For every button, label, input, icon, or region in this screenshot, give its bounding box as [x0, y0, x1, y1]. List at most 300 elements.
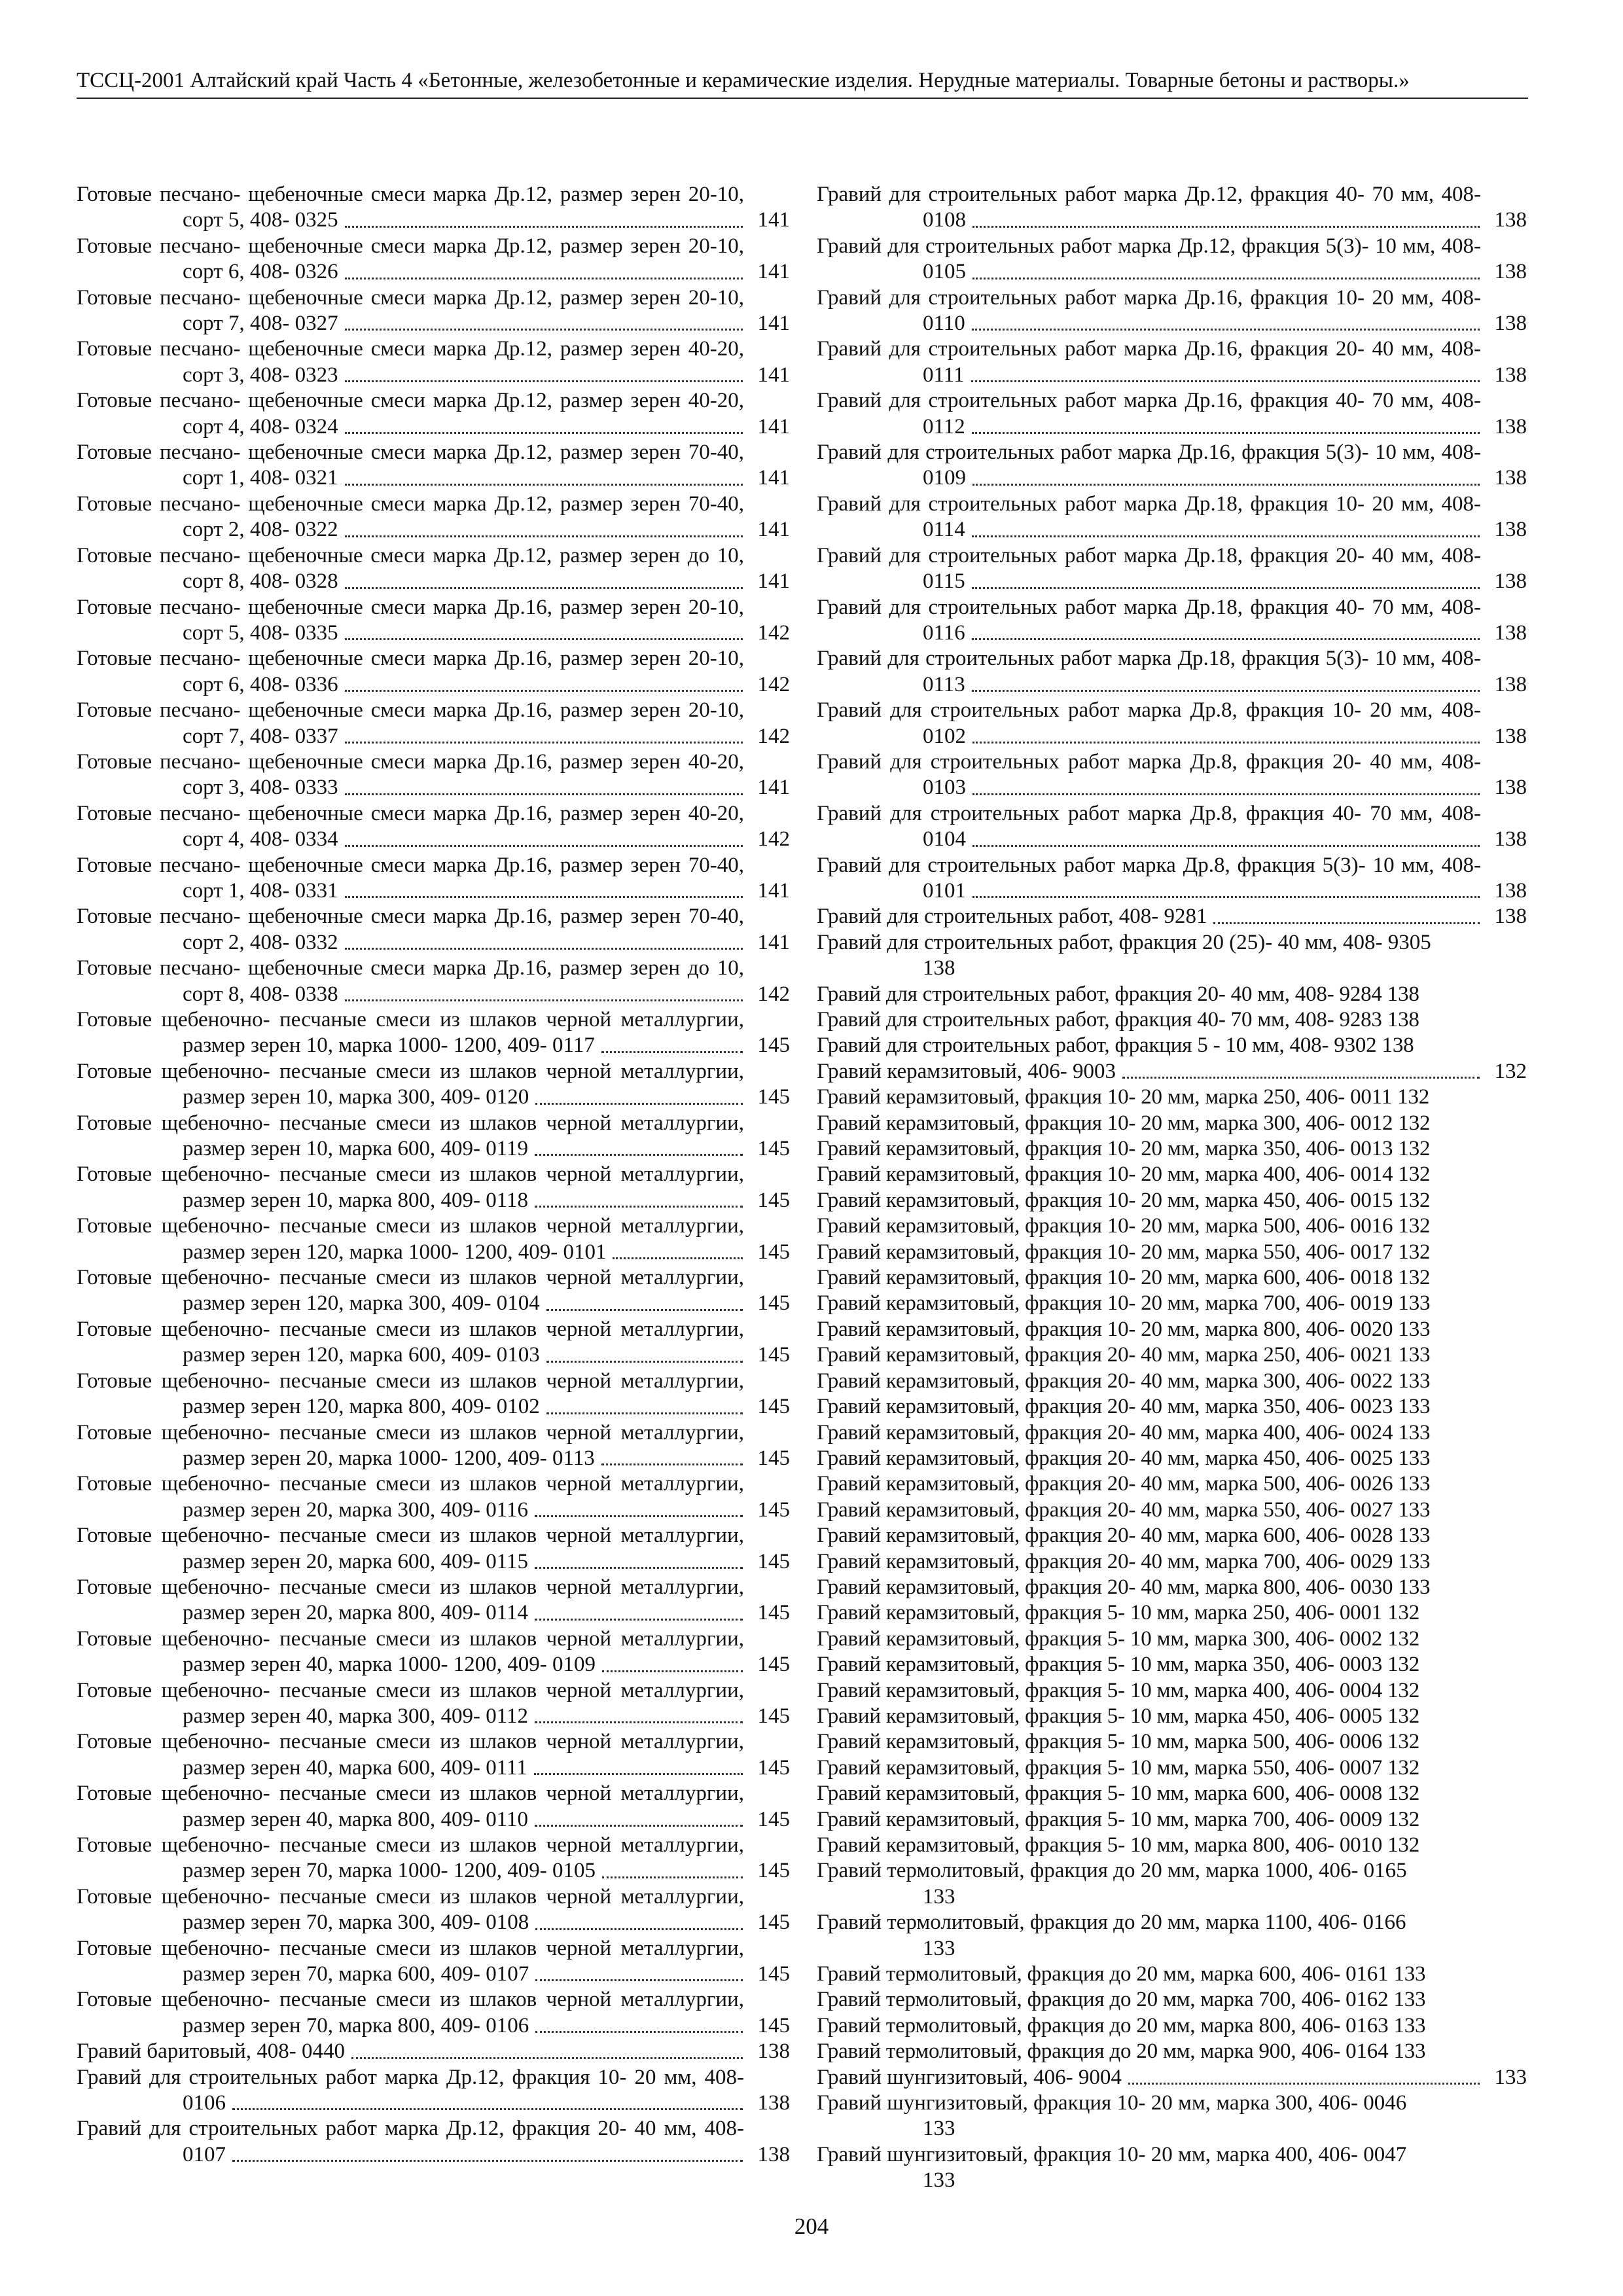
- index-entry: [77, 1523, 790, 1575]
- index-entry: [817, 1162, 1527, 1187]
- entry-page-number: 145: [755, 1446, 791, 1471]
- entry-text: Гравий керамзитовый, фракция 20- 40 мм, марка 550, 406- 0027: [817, 1498, 1393, 1522]
- index-entry: [817, 1858, 1527, 1910]
- entry-text: Гравий для строительных работ марка Др.18, фракция 10- 20 мм, 408- 0114: [817, 492, 1481, 542]
- index-entry: [817, 1059, 1527, 1085]
- entry-text: Гравий керамзитовый, фракция 5- 10 мм, марка 350, 406- 0003: [817, 1653, 1383, 1677]
- entry-text: Гравий для строительных работ марка Др.12, фракция 40- 70 мм, 408- 0108: [817, 183, 1481, 232]
- entry-text: Гравий керамзитовый, фракция 5- 10 мм, марка 800, 406- 0010: [817, 1833, 1383, 1857]
- index-entry: [77, 1575, 790, 1626]
- index-entry: [817, 930, 1527, 982]
- entry-text: Готовые песчано- щебеночные смеси марка Др.16, размер зерен 20-10, сорт 7, 408- 0337: [77, 698, 744, 748]
- dot-leader-line: [345, 793, 743, 795]
- index-column-left: [77, 182, 790, 2168]
- dot-leader-line: [232, 2160, 743, 2162]
- index-entry: [77, 336, 790, 388]
- index-entry: [77, 1059, 790, 1111]
- entry-text: Готовые щебеночно- песчаные смеси из шлаков черной металлургии, размер зерен 10, марка 300, 409- 0120: [77, 1059, 744, 1109]
- index-entry: [77, 2065, 790, 2117]
- entry-page-number: 138: [1492, 775, 1527, 800]
- entry-text: Гравий для строительных работ, фракция 20- 40 мм, 408- 9284: [817, 982, 1382, 1006]
- index-entry: [77, 1884, 790, 1936]
- entry-text: Гравий шунгизитовый, фракция 10- 20 мм, марка 300, 406- 0046: [817, 2091, 1407, 2115]
- entry-page-number: 138: [1492, 878, 1527, 904]
- entry-text: Гравий термолитовый, фракция до 20 мм, марка 900, 406- 0164: [817, 2039, 1389, 2064]
- entry-page-number: 132: [1387, 1653, 1419, 1677]
- entry-text: Готовые песчано- щебеночные смеси марка Др.16, размер зерен 40-20, сорт 4, 408- 0334: [77, 801, 744, 852]
- entry-page-number: 138: [1382, 1033, 1414, 1058]
- dot-leader-line: [1128, 2083, 1480, 2085]
- entry-text: Гравий баритовый, 408- 0440: [77, 2039, 346, 2064]
- entry-page-number: 133: [1398, 1575, 1431, 1599]
- entry-page-number: 145: [755, 1085, 791, 1110]
- dot-leader-line: [972, 278, 1480, 279]
- index-entry: [817, 1033, 1527, 1058]
- entry-page-number: 138: [1492, 620, 1527, 646]
- entry-text: Гравий для строительных работ, фракция 40- 70 мм, 408- 9283: [817, 1008, 1382, 1031]
- entry-text: Гравий для строительных работ марка Др.8, фракция 10- 20 мм, 408- 0102: [817, 698, 1481, 748]
- entry-text: Гравий керамзитовый, фракция 20- 40 мм, марка 400, 406- 0024: [817, 1420, 1393, 1444]
- index-entry: [77, 1987, 790, 2039]
- entry-page-number: 145: [755, 1394, 791, 1420]
- index-entry: [817, 1420, 1527, 1446]
- entry-page-number: 132: [1398, 1188, 1431, 1212]
- entry-text: Готовые песчано- щебеночные смеси марка Др.16, размер зерен до 10, сорт 8, 408- 0338: [77, 956, 744, 1006]
- index-entry: [817, 1833, 1527, 1858]
- dot-leader-line: [345, 432, 743, 434]
- index-entry: [817, 1136, 1527, 1162]
- index-entry: [817, 1755, 1527, 1781]
- entry-page-number: 145: [755, 1858, 791, 1884]
- entry-text: Гравий для строительных работ, 408- 9281: [817, 905, 1207, 929]
- entry-page-number: 142: [755, 620, 791, 646]
- entry-page-number: 141: [755, 569, 791, 594]
- entry-text: Готовые щебеночно- песчаные смеси из шлаков черной металлургии, размер зерен 20, марка 1000- 1200, 409- 0113: [77, 1420, 744, 1470]
- dot-leader-line: [546, 1361, 743, 1363]
- dot-leader-line: [345, 638, 743, 640]
- index-entry: [817, 2039, 1527, 2064]
- entry-page-number: 132: [1398, 1162, 1431, 1187]
- entry-page-number: 145: [755, 1291, 791, 1316]
- index-entry: [817, 595, 1527, 647]
- index-entry: [817, 904, 1527, 929]
- entry-text: Гравий для строительных работ марка Др.18, фракция 20- 40 мм, 408- 0115: [817, 543, 1481, 594]
- dot-leader-line: [535, 1515, 743, 1517]
- entry-page-number: 138: [1492, 259, 1527, 285]
- entry-text: Гравий для строительных работ, фракция 5 - 10 мм, 408- 9302: [817, 1033, 1377, 1058]
- entry-text: Готовые песчано- щебеночные смеси марка Др.16, размер зерен 20-10, сорт 6, 408- 0336: [77, 647, 744, 696]
- entry-text: Готовые щебеночно- песчаные смеси из шлаков черной металлургии, размер зерен 120, марка 1000- 1200, 409- 0101: [77, 1214, 744, 1264]
- index-entry: [817, 1781, 1527, 1806]
- entry-page-number: 145: [755, 1033, 791, 1058]
- dot-leader-line: [535, 1154, 743, 1156]
- entry-page-number: 145: [755, 1136, 791, 1162]
- entry-page-number: 138: [1492, 569, 1527, 594]
- index-entry: [817, 1394, 1527, 1420]
- entry-page-number: 145: [755, 1600, 791, 1626]
- dot-leader-line: [972, 793, 1480, 795]
- index-entry: [817, 234, 1527, 285]
- entry-text: Готовые песчано- щебеночные смеси марка Др.16, размер зерен 70-40, сорт 2, 408- 0332: [77, 905, 744, 954]
- entry-page-number: 132: [1387, 1730, 1419, 1754]
- index-column-right: [817, 182, 1527, 2194]
- dot-leader-line: [345, 690, 743, 692]
- index-entry: [817, 1291, 1527, 1316]
- index-entry: [77, 1111, 790, 1162]
- index-entry: [77, 1369, 790, 1420]
- index-entry: [77, 1936, 790, 1988]
- index-entry: [817, 1626, 1527, 1652]
- entry-page-number: 133: [1393, 2013, 1426, 2037]
- entry-text: Гравий керамзитовый, фракция 10- 20 мм, марка 500, 406- 0016: [817, 1214, 1393, 1238]
- entry-page-number: 141: [755, 930, 791, 956]
- index-entry: [817, 1240, 1527, 1265]
- index-entry: [817, 336, 1527, 388]
- index-entry: [817, 2013, 1527, 2039]
- entry-page-number: 132: [1387, 1626, 1419, 1651]
- entry-page-number: 133: [1398, 1549, 1431, 1573]
- entry-page-number: 133: [1398, 1317, 1431, 1341]
- entry-page-number: 138: [755, 2039, 791, 2064]
- index-entry: [817, 492, 1527, 543]
- entry-page-number: 133: [923, 2168, 955, 2193]
- index-entry: [77, 749, 790, 801]
- entry-text: Гравий керамзитовый, фракция 10- 20 мм, марка 800, 406- 0020: [817, 1317, 1393, 1341]
- entry-page-number: 145: [755, 2013, 791, 2039]
- entry-page-number: 132: [1398, 1111, 1431, 1135]
- index-entry: [817, 646, 1527, 698]
- dot-leader-line: [534, 1773, 743, 1775]
- entry-text: Готовые песчано- щебеночные смеси марка Др.12, размер зерен 70-40, сорт 2, 408- 0322: [77, 492, 744, 542]
- index-entry: [77, 1471, 790, 1523]
- entry-text: Готовые песчано- щебеночные смеси марка Др.12, размер зерен 40-20, сорт 3, 408- 0323: [77, 337, 744, 387]
- dot-leader-line: [602, 1670, 743, 1672]
- dot-leader-line: [535, 1721, 743, 1723]
- index-entry: [817, 285, 1527, 337]
- index-entry: [817, 2142, 1527, 2194]
- index-entry: [817, 1987, 1527, 2013]
- dot-leader-line: [345, 742, 743, 744]
- entry-text: Готовые щебеночно- песчаные смеси из шлаков черной металлургии, размер зерен 40, марка 1000- 1200, 409- 0109: [77, 1626, 744, 1677]
- index-entry: [77, 1626, 790, 1678]
- index-entry: [817, 1807, 1527, 1833]
- dot-leader-line: [546, 1309, 743, 1311]
- entry-page-number: 138: [923, 956, 955, 980]
- entry-page-number: 138: [1387, 1008, 1419, 1031]
- entry-page-number: 132: [1387, 1704, 1419, 1728]
- index-entry: [817, 853, 1527, 905]
- entry-text: Гравий керамзитовый, фракция 5- 10 мм, марка 700, 406- 0009: [817, 1807, 1383, 1831]
- index-entry: [817, 182, 1527, 234]
- entry-page-number: 138: [1492, 465, 1527, 491]
- entry-page-number: 132: [1398, 1266, 1431, 1290]
- entry-page-number: 142: [755, 672, 791, 698]
- entry-text: Готовые щебеночно- песчаные смеси из шлаков черной металлургии, размер зерен 120, марка 800, 409- 0102: [77, 1369, 744, 1419]
- dot-leader-line: [972, 484, 1480, 486]
- entry-page-number: 132: [1387, 1833, 1419, 1857]
- dot-leader-line: [345, 845, 743, 847]
- dot-leader-line: [601, 1463, 743, 1465]
- entry-page-number: 138: [1492, 517, 1527, 543]
- index-entry: [77, 2116, 790, 2168]
- index-entry: [817, 1265, 1527, 1291]
- entry-text: Готовые щебеночно- песчаные смеси из шлаков черной металлургии, размер зерен 70, марка 800, 409- 0106: [77, 1988, 744, 2037]
- entry-page-number: 133: [1393, 1962, 1426, 1986]
- dot-leader-line: [345, 484, 743, 486]
- dot-leader-line: [345, 948, 743, 950]
- entry-page-number: 145: [755, 1549, 791, 1575]
- index-entry: [817, 1317, 1527, 1342]
- index-entry: [77, 440, 790, 492]
- entry-text: Гравий термолитовый, фракция до 20 мм, марка 1100, 406- 0166: [817, 1910, 1406, 1935]
- entry-page-number: 133: [1393, 2039, 1426, 2064]
- entry-page-number: 141: [755, 465, 791, 491]
- entry-page-number: 145: [755, 1704, 791, 1729]
- dot-leader-line: [535, 2031, 743, 2033]
- entry-text: Гравий керамзитовый, фракция 20- 40 мм, марка 300, 406- 0022: [817, 1369, 1393, 1393]
- entry-page-number: 133: [923, 1936, 955, 1960]
- dot-leader-line: [972, 226, 1480, 228]
- dot-leader-line: [1213, 922, 1480, 924]
- entry-text: Готовые песчано- щебеночные смеси марка Др.16, размер зерен 20-10, сорт 5, 408- 0335: [77, 595, 744, 645]
- dot-leader-line: [972, 742, 1480, 744]
- entry-page-number: 132: [1398, 1214, 1431, 1238]
- entry-text: Гравий для строительных работ марка Др.8, фракция 40- 70 мм, 408- 0104: [817, 801, 1481, 852]
- entry-text: Гравий керамзитовый, фракция 20- 40 мм, марка 350, 406- 0023: [817, 1395, 1393, 1419]
- entry-page-number: 133: [1398, 1524, 1431, 1548]
- entry-text: Гравий керамзитовый, фракция 10- 20 мм, марка 300, 406- 0012: [817, 1111, 1393, 1135]
- entry-text: Гравий термолитовый, фракция до 20 мм, марка 600, 406- 0161: [817, 1962, 1389, 1986]
- index-entry: [817, 2090, 1527, 2142]
- index-entry: [817, 1369, 1527, 1394]
- dot-leader-line: [601, 1051, 743, 1053]
- entry-page-number: 142: [755, 724, 791, 749]
- index-entry: [817, 801, 1527, 853]
- entry-page-number: 133: [1492, 2065, 1527, 2090]
- entry-text: Готовые щебеночно- песчаные смеси из шлаков черной металлургии, размер зерен 20, марка 300, 409- 0116: [77, 1472, 744, 1522]
- entry-text: Готовые щебеночно- песчаные смеси из шлаков черной металлургии, размер зерен 20, марка 800, 409- 0114: [77, 1575, 744, 1625]
- entry-page-number: 132: [1387, 1601, 1419, 1625]
- entry-page-number: 132: [1387, 1782, 1419, 1806]
- index-entry: [77, 388, 790, 440]
- index-entry: [77, 543, 790, 595]
- page-number: [0, 2214, 1623, 2240]
- index-entry: [817, 1729, 1527, 1755]
- entry-text: Гравий шунгизитовый, 406- 9004: [817, 2065, 1122, 2089]
- entry-page-number: 145: [755, 1652, 791, 1677]
- entry-page-number: 141: [755, 311, 791, 336]
- entry-text: Гравий для строительных работ марка Др.8, фракция 5(3)- 10 мм, 408- 0101: [817, 853, 1481, 903]
- entry-page-number: 132: [1387, 1807, 1419, 1831]
- entry-page-number: 133: [1398, 1369, 1431, 1393]
- entry-text: Готовые щебеночно- песчаные смеси из шлаков черной металлургии, размер зерен 70, марка 1000- 1200, 409- 0105: [77, 1833, 744, 1883]
- index-entry: [817, 1342, 1527, 1368]
- entry-text: Готовые щебеночно- песчаные смеси из шлаков черной металлургии, размер зерен 40, марка 800, 409- 0110: [77, 1782, 744, 1831]
- entry-text: Готовые песчано- щебеночные смеси марка Др.16, размер зерен 40-20, сорт 3, 408- 0333: [77, 749, 744, 800]
- entry-page-number: 142: [755, 982, 791, 1007]
- entry-page-number: 145: [755, 1188, 791, 1213]
- entry-page-number: 145: [755, 1240, 791, 1265]
- entry-text: Готовые щебеночно- песчаные смеси из шлаков черной металлургии, размер зерен 70, марка 300, 409- 0108: [77, 1884, 744, 1935]
- index-entry: [817, 1704, 1527, 1729]
- index-entry: [817, 388, 1527, 440]
- entry-text: Гравий для строительных работ марка Др.18, фракция 40- 70 мм, 408- 0116: [817, 595, 1481, 645]
- entry-text: Гравий керамзитовый, фракция 10- 20 мм, марка 250, 406- 0011: [817, 1085, 1393, 1109]
- entry-text: Готовые песчано- щебеночные смеси марка Др.12, размер зерен до 10, сорт 8, 408- 0328: [77, 543, 744, 594]
- entry-text: Гравий для строительных работ марка Др.18, фракция 5(3)- 10 мм, 408- 0113: [817, 647, 1481, 696]
- index-entry: [817, 1652, 1527, 1677]
- entry-page-number: 133: [1398, 1420, 1431, 1444]
- entry-page-number: 132: [1398, 1240, 1431, 1264]
- page-number-text: 204: [794, 2214, 829, 2239]
- index-entry: [817, 1111, 1527, 1136]
- entry-text: Гравий керамзитовый, фракция 20- 40 мм, марка 450, 406- 0025: [817, 1446, 1393, 1470]
- index-entry: [817, 543, 1527, 595]
- index-entry: [817, 1549, 1527, 1575]
- index-entry: [77, 595, 790, 647]
- entry-page-number: 132: [1387, 1678, 1419, 1702]
- dot-leader-line: [972, 638, 1480, 640]
- entry-page-number: 145: [755, 1342, 791, 1368]
- entry-text: Готовые песчано- щебеночные смеси марка Др.12, размер зерен 40-20, сорт 4, 408- 0324: [77, 389, 744, 439]
- index-entry: [77, 801, 790, 853]
- index-entry: [817, 749, 1527, 801]
- entry-text: Гравий керамзитовый, фракция 5- 10 мм, марка 500, 406- 0006: [817, 1730, 1383, 1754]
- entry-text: Гравий шунгизитовый, фракция 10- 20 мм, марка 400, 406- 0047: [817, 2142, 1407, 2166]
- entry-page-number: 133: [1393, 1988, 1426, 2012]
- index-entry: [77, 904, 790, 956]
- entry-page-number: 145: [755, 1807, 791, 1833]
- entry-text: Гравий для строительных работ марка Др.12, фракция 20- 40 мм, 408- 0107: [77, 2117, 744, 2166]
- dot-leader-line: [345, 380, 743, 382]
- entry-text: Гравий для строительных работ марка Др.16, фракция 20- 40 мм, 408- 0111: [817, 337, 1481, 387]
- dot-leader-line: [972, 587, 1480, 589]
- entry-text: Гравий керамзитовый, фракция 10- 20 мм, марка 700, 406- 0019: [817, 1291, 1393, 1316]
- entry-text: Гравий для строительных работ, фракция 20 (25)- 40 мм, 408- 9305: [817, 930, 1431, 954]
- entry-text: Гравий для строительных работ марка Др.8, фракция 20- 40 мм, 408- 0103: [817, 749, 1481, 800]
- dot-leader-line: [972, 690, 1480, 692]
- index-entry: [77, 2039, 790, 2064]
- index-entry: [817, 1962, 1527, 1987]
- dot-leader-line: [345, 329, 743, 331]
- index-entry: [77, 1162, 790, 1213]
- entry-page-number: 132: [1387, 1755, 1419, 1780]
- entry-page-number: 138: [755, 2090, 791, 2116]
- entry-text: Гравий керамзитовый, фракция 10- 20 мм, марка 550, 406- 0017: [817, 1240, 1393, 1264]
- entry-text: Гравий для строительных работ марка Др.12, фракция 10- 20 мм, 408- 0106: [77, 2065, 744, 2115]
- dot-leader-line: [971, 380, 1480, 382]
- dot-leader-line: [345, 587, 743, 589]
- index-entry: [817, 1446, 1527, 1471]
- entry-page-number: 138: [1492, 724, 1527, 749]
- entry-page-number: 138: [1492, 207, 1527, 233]
- entry-text: Гравий керамзитовый, фракция 20- 40 мм, марка 800, 406- 0030: [817, 1575, 1393, 1599]
- entry-page-number: 132: [1397, 1085, 1430, 1109]
- dot-leader-line: [613, 1257, 743, 1259]
- dot-leader-line: [345, 278, 743, 279]
- entry-text: Гравий керамзитовый, фракция 5- 10 мм, марка 250, 406- 0001: [817, 1601, 1383, 1625]
- dot-leader-line: [232, 2108, 743, 2110]
- dot-leader-line: [535, 1928, 743, 1930]
- index-entry: [77, 853, 790, 905]
- entry-text: Гравий для строительных работ марка Др.16, фракция 40- 70 мм, 408- 0112: [817, 389, 1481, 439]
- entry-text: Готовые песчано- щебеночные смеси марка Др.12, размер зерен 20-10, сорт 7, 408- 0327: [77, 285, 744, 336]
- index-entry: [817, 1523, 1527, 1549]
- entry-page-number: 133: [1398, 1446, 1431, 1470]
- entry-page-number: 138: [1492, 672, 1527, 698]
- dot-leader-line: [972, 535, 1480, 537]
- entry-text: Гравий термолитовый, фракция до 20 мм, марка 700, 406- 0162: [817, 1988, 1389, 2012]
- index-entry: [817, 1498, 1527, 1523]
- dot-leader-line: [972, 845, 1480, 847]
- index-entry: [817, 1910, 1527, 1962]
- entry-text: Гравий для строительных работ марка Др.16, фракция 5(3)- 10 мм, 408- 0109: [817, 440, 1481, 490]
- entry-page-number: 141: [755, 363, 791, 388]
- entry-text: Готовые щебеночно- песчаные смеси из шлаков черной металлургии, размер зерен 10, марка 800, 409- 0118: [77, 1162, 744, 1212]
- dot-leader-line: [535, 1567, 743, 1569]
- index-entry: [817, 1600, 1527, 1626]
- index-entry: [77, 646, 790, 698]
- entry-page-number: 138: [1387, 982, 1419, 1006]
- index-entry: [77, 182, 790, 234]
- dot-leader-line: [345, 896, 743, 898]
- index-entry: [817, 982, 1527, 1007]
- entry-text: Гравий керамзитовый, фракция 5- 10 мм, марка 450, 406- 0005: [817, 1704, 1383, 1728]
- entry-text: Гравий керамзитовый, фракция 5- 10 мм, марка 400, 406- 0004: [817, 1678, 1383, 1702]
- entry-text: Гравий керамзитовый, фракция 5- 10 мм, марка 300, 406- 0002: [817, 1626, 1383, 1651]
- dot-leader-line: [345, 535, 743, 537]
- index-entry: [77, 698, 790, 749]
- index-entry: [77, 1420, 790, 1472]
- entry-page-number: 133: [1398, 1343, 1431, 1367]
- index-entry: [77, 285, 790, 337]
- entry-page-number: 133: [1398, 1472, 1431, 1496]
- entry-text: Готовые щебеночно- песчаные смеси из шлаков черной металлургии, размер зерен 120, марка 600, 409- 0103: [77, 1317, 744, 1367]
- index-entry: [817, 1213, 1527, 1239]
- index-entry: [77, 492, 790, 543]
- entry-page-number: 138: [1492, 904, 1527, 929]
- entry-page-number: 132: [1398, 1137, 1431, 1161]
- entry-text: Готовые песчано- щебеночные смеси марка Др.12, размер зерен 70-40, сорт 1, 408- 0321: [77, 440, 744, 490]
- entry-text: Гравий керамзитовый, фракция 20- 40 мм, марка 700, 406- 0029: [817, 1549, 1393, 1573]
- entry-page-number: 145: [755, 1755, 791, 1781]
- index-entry: [817, 2065, 1527, 2090]
- index-entry: [817, 1678, 1527, 1704]
- dot-leader-line: [535, 1103, 743, 1105]
- entry-text: Гравий керамзитовый, фракция 10- 20 мм, марка 450, 406- 0015: [817, 1188, 1393, 1212]
- dot-leader-line: [1122, 1077, 1480, 1079]
- index-entry: [77, 1729, 790, 1781]
- index-entry: [817, 1007, 1527, 1033]
- entry-page-number: 133: [1398, 1395, 1431, 1419]
- entry-page-number: 138: [1492, 827, 1527, 852]
- entry-page-number: 145: [755, 1910, 791, 1935]
- dot-leader-line: [602, 1876, 743, 1878]
- entry-page-number: 133: [923, 1884, 955, 1909]
- index-entry: [77, 1781, 790, 1833]
- index-entry: [77, 234, 790, 285]
- entry-page-number: 141: [755, 775, 791, 800]
- dot-leader-line: [345, 999, 743, 1001]
- dot-leader-line: [351, 2057, 743, 2059]
- entry-text: Готовые щебеночно- песчаные смеси из шлаков черной металлургии, размер зерен 70, марка 600, 409- 0107: [77, 1936, 744, 1986]
- entry-text: Гравий для строительных работ марка Др.12, фракция 5(3)- 10 мм, 408- 0105: [817, 234, 1481, 284]
- entry-text: Гравий для строительных работ марка Др.16, фракция 10- 20 мм, 408- 0110: [817, 285, 1481, 336]
- header-title: ТССЦ-2001 Алтайский край Часть 4 «Бетонные, железобетонные и керамические изделия. Нерудные материалы. Товарные бетоны и растворы.»: [77, 69, 1410, 92]
- entry-text: Гравий керамзитовый, фракция 5- 10 мм, марка 550, 406- 0007: [817, 1755, 1383, 1780]
- entry-text: Готовые щебеночно- песчаные смеси из шлаков черной металлургии, размер зерен 40, марка 300, 409- 0112: [77, 1678, 744, 1728]
- index-entry: [817, 1085, 1527, 1110]
